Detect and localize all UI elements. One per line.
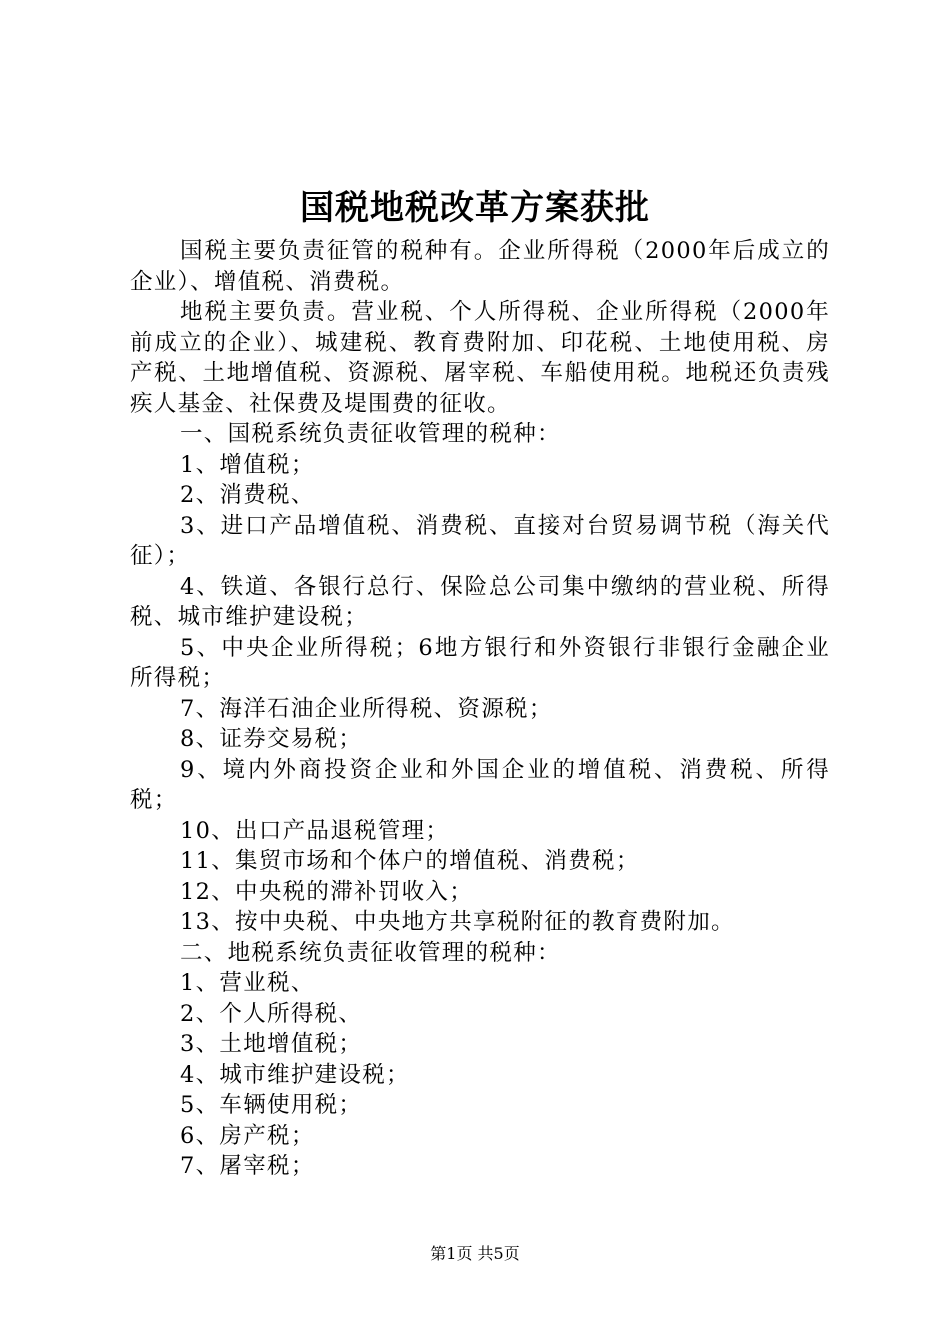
paragraph: 国税主要负责征管的税种有。企业所得税（2000年后成立的企业）、增值税、消费税。 (130, 238, 830, 295)
list-item: 2、消费税、 (180, 482, 315, 508)
section-heading: 二、地税系统负责征收管理的税种： (180, 939, 561, 966)
list-item: 10、出口产品退税管理； (180, 817, 450, 844)
document-body (130, 236, 830, 1182)
list-item: 7、屠宰税； (180, 1153, 315, 1179)
list-item: 2、个人所得税、 (180, 1000, 363, 1027)
list-item: 12、中央税的滞补罚收入； (180, 878, 474, 905)
list-item: 4、城市维护建设税； (180, 1061, 410, 1088)
list-item: 4、铁道、各银行总行、保险总公司集中缴纳的营业税、所得税、城市维护建设税； (130, 573, 830, 630)
list-item: 5、车辆使用税； (180, 1092, 363, 1118)
list-item: 1、营业税、 (180, 970, 315, 996)
list-item: 5、中央企业所得税；6地方银行和外资银行非银行金融企业所得税； (130, 634, 830, 691)
list-item: 3、进口产品增值税、消费税、直接对台贸易调节税（海关代征）； (130, 512, 830, 569)
list-item: 6、房产税； (180, 1122, 315, 1149)
paragraph: 地税主要负责。营业税、个人所得税、企业所得税（2000年前成立的企业）、城建税、教育费附加、印花税、土地使用税、房产税、土地增值税、资源税、屠宰税、车船使用税。地税还负责残疾人基金、社保费及堤围费的征收。 (130, 299, 830, 417)
page-footer: 第1页 共5页 (430, 1244, 520, 1263)
list-item: 3、土地增值税； (180, 1031, 363, 1057)
list-item: 1、增值税； (180, 451, 315, 478)
list-item: 11、集贸市场和个体户的增值税、消费税； (180, 848, 640, 874)
section-heading: 一、国税系统负责征收管理的税种： (180, 421, 561, 447)
list-item: 8、证券交易税； (180, 726, 363, 752)
document-title: 国税地税改革方案获批 (300, 188, 650, 228)
list-item: 13、按中央税、中央地方共享税附征的教育费附加。 (180, 909, 735, 935)
list-item: 9、境内外商投资企业和外国企业的增值税、消费税、所得税； (130, 756, 830, 813)
list-item: 7、海洋石油企业所得税、资源税； (180, 695, 553, 722)
